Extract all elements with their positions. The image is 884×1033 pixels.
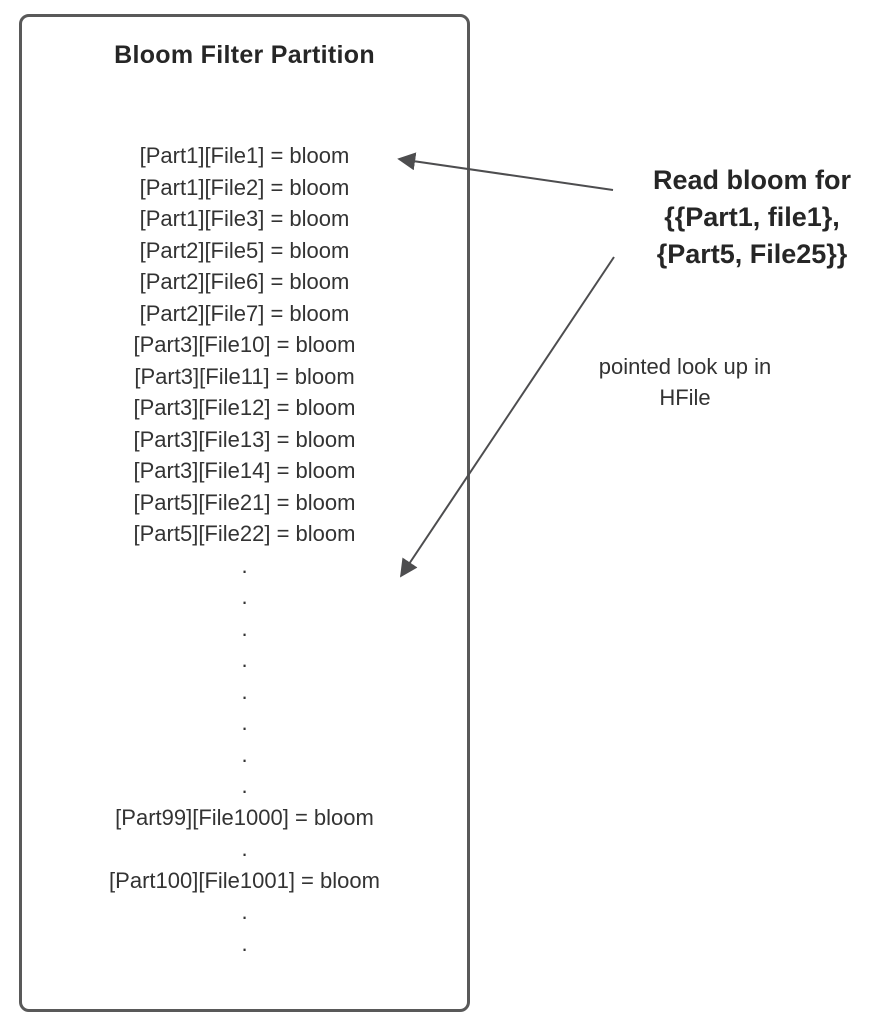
bloom-entry: . xyxy=(241,899,248,924)
read-bloom-annotation xyxy=(620,162,884,273)
bloom-entry: . xyxy=(241,647,248,672)
bloom-entry: [Part3][File14] = bloom xyxy=(133,458,356,483)
bloom-entry: . xyxy=(241,584,248,609)
bloom-entry: [Part1][File3] = bloom xyxy=(139,206,350,231)
bloom-entry: [Part1][File2] = bloom xyxy=(139,174,350,200)
read-bloom-line: Read bloom for xyxy=(652,165,851,195)
bloom-entries-list xyxy=(22,140,467,959)
bloom-entry: [Part100][File1001] = bloom xyxy=(109,867,380,893)
pointed-lookup-annotation xyxy=(572,351,798,413)
bloom-entry: . xyxy=(241,836,248,861)
box-title: Bloom Filter Partition xyxy=(114,41,375,69)
bloom-entry: [Part2][File7] = bloom xyxy=(139,300,350,326)
bloom-entry: [Part2][File6] = bloom xyxy=(139,269,350,294)
read-bloom-line: {{Part1, file1}, xyxy=(664,202,840,232)
bloom-entry: [Part5][File22] = bloom xyxy=(133,521,356,546)
bloom-entry: . xyxy=(241,678,248,704)
bloom-entry: . xyxy=(241,710,248,735)
bloom-entry: . xyxy=(241,930,248,956)
bloom-entry: . xyxy=(241,615,248,641)
pointed-lookup-line: HFile xyxy=(659,385,711,410)
bloom-filter-partition-box xyxy=(19,14,470,1012)
bloom-entry: [Part3][File13] = bloom xyxy=(133,426,356,452)
bloom-entry: [Part2][File5] = bloom xyxy=(139,237,350,263)
bloom-entry: . xyxy=(241,741,248,767)
bloom-entry: [Part5][File21] = bloom xyxy=(133,489,356,515)
pointed-lookup-line: pointed look up in xyxy=(598,354,772,379)
bloom-entry: . xyxy=(241,773,248,798)
bloom-entry: [Part1][File1] = bloom xyxy=(139,143,350,168)
bloom-entry: [Part3][File11] = bloom xyxy=(134,363,355,389)
bloom-entry: [Part3][File10] = bloom xyxy=(133,332,356,357)
bloom-entry: . xyxy=(241,552,248,578)
read-bloom-line: {Part5, File25}} xyxy=(656,239,848,269)
bloom-entry: [Part3][File12] = bloom xyxy=(133,395,356,420)
bloom-entry: [Part99][File1000] = bloom xyxy=(115,804,374,830)
